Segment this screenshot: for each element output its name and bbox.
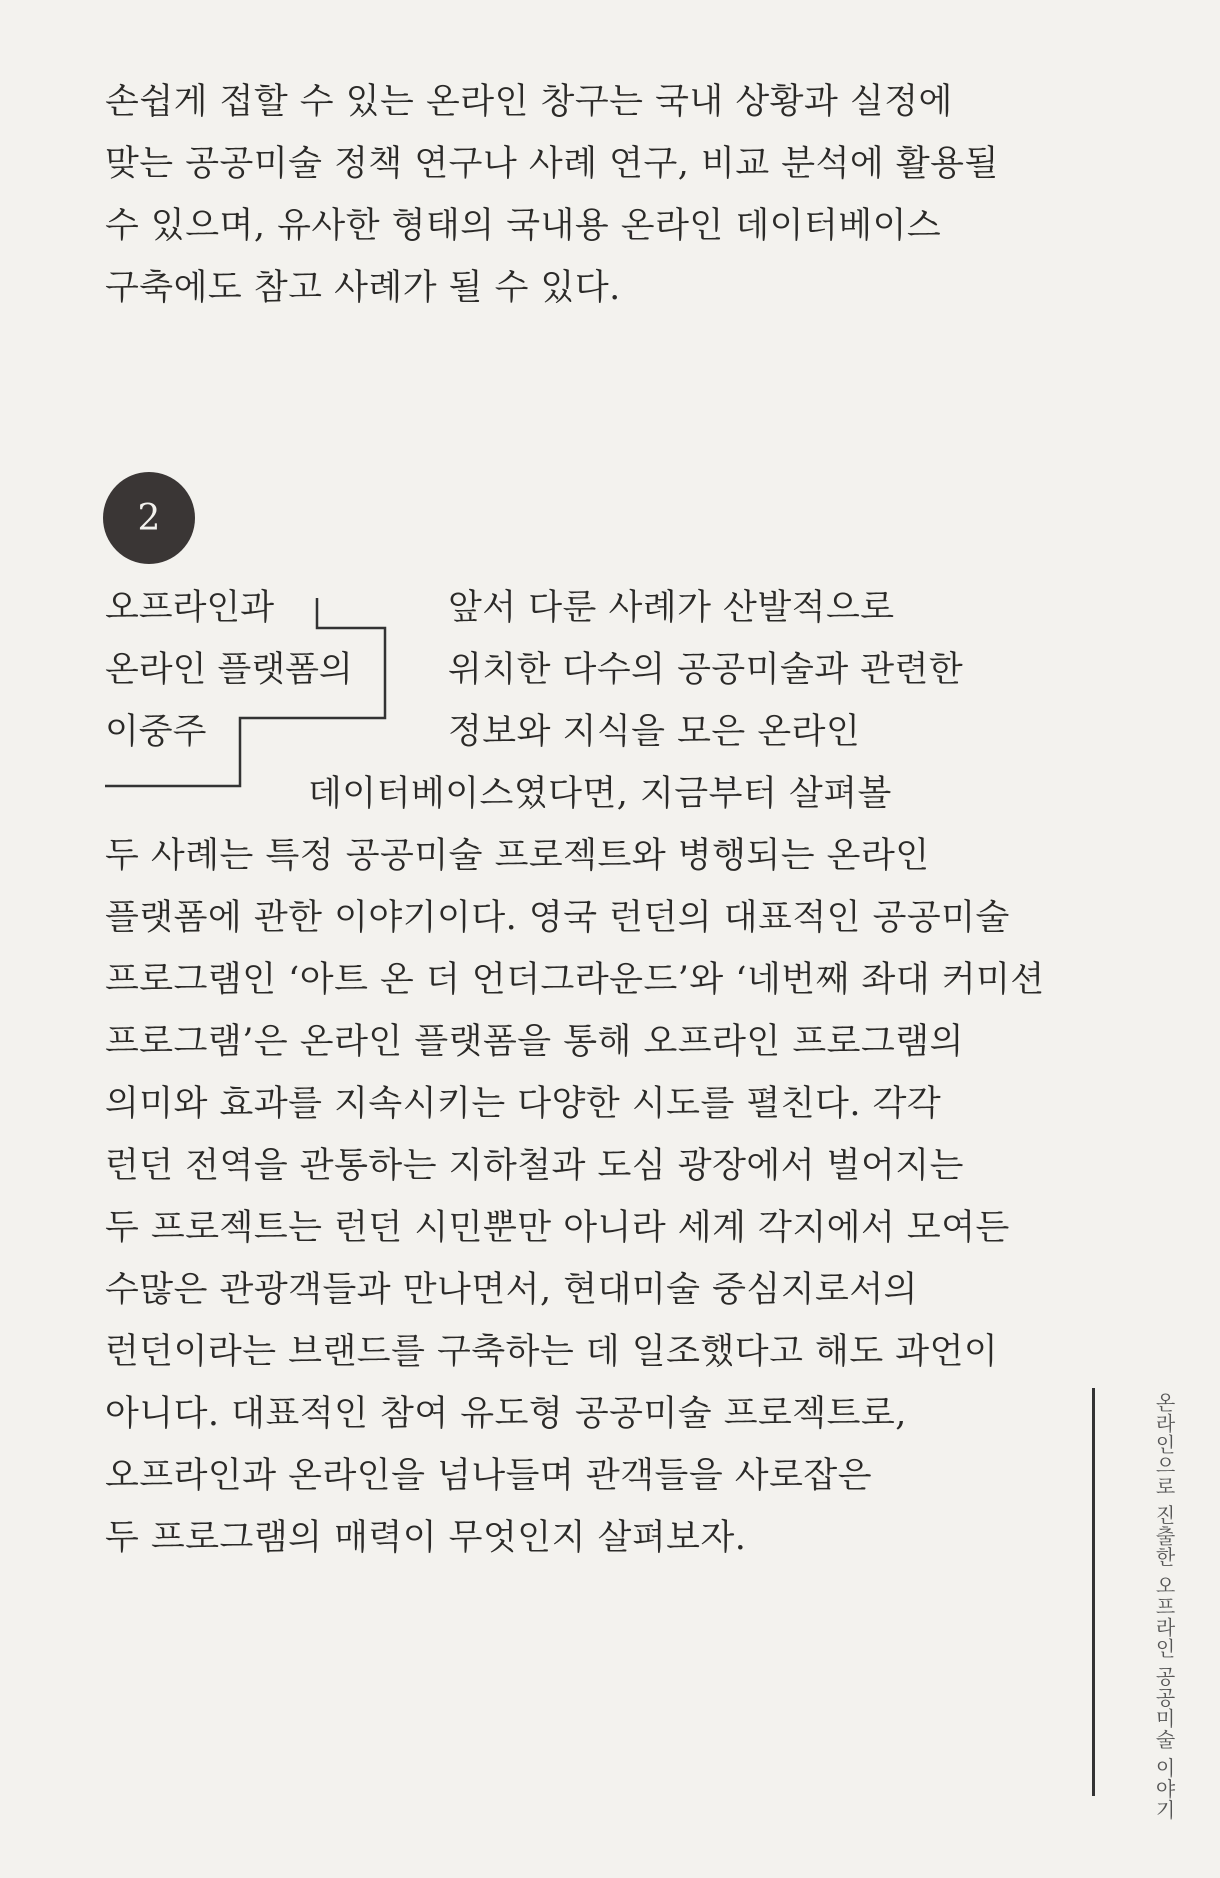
running-head-rule xyxy=(1092,1388,1095,1796)
body-line-14: 아니다. 대표적인 참여 유도형 공공미술 프로젝트로, xyxy=(105,1394,907,1434)
body-line-6: 플랫폼에 관한 이야기이다. 영국 런던의 대표적인 공공미술 xyxy=(105,898,1010,938)
intro-line-2: 맞는 공공미술 정책 연구나 사례 연구, 비교 분석에 활용될 xyxy=(105,144,999,184)
running-head: 온라인으로 진출한 오프라인 공공미술 이야기 xyxy=(1152,1392,1176,1821)
intro-line-4: 구축에도 참고 사례가 될 수 있다. xyxy=(105,268,621,308)
intro-line-1: 손쉽게 접할 수 있는 온라인 창구는 국내 상황과 실정에 xyxy=(105,82,953,122)
body-line-9: 의미와 효과를 지속시키는 다양한 시도를 펼친다. 각각 xyxy=(105,1084,942,1124)
body-line-11: 두 프로젝트는 런던 시민뿐만 아니라 세계 각지에서 모여든 xyxy=(105,1208,1010,1248)
subhead-line-3: 이중주 xyxy=(105,712,207,752)
body-line-16: 두 프로그램의 매력이 무엇인지 살펴보자. xyxy=(105,1518,747,1558)
body-line-2: 위치한 다수의 공공미술과 관련한 xyxy=(448,650,964,690)
subhead-line-2: 온라인 플랫폼의 xyxy=(105,650,353,690)
intro-line-3: 수 있으며, 유사한 형태의 국내용 온라인 데이터베이스 xyxy=(105,206,942,246)
body-line-1: 앞서 다룬 사례가 산발적으로 xyxy=(448,588,895,628)
body-line-7: 프로그램인 ‘아트 온 더 언더그라운드’와 ‘네번째 좌대 커미션 xyxy=(105,960,1045,1000)
body-line-8: 프로그램’은 온라인 플랫폼을 통해 오프라인 프로그램의 xyxy=(105,1022,964,1062)
body-line-15: 오프라인과 온라인을 넘나들며 관객들을 사로잡은 xyxy=(105,1456,873,1496)
section-number: 2 xyxy=(137,497,161,539)
subhead-line-1: 오프라인과 xyxy=(105,588,275,628)
body-line-5: 두 사례는 특정 공공미술 프로젝트와 병행되는 온라인 xyxy=(105,836,930,876)
body-line-13: 런던이라는 브랜드를 구축하는 데 일조했다고 해도 과언이 xyxy=(105,1332,999,1372)
body-line-3: 정보와 지식을 모은 온라인 xyxy=(448,712,861,752)
body-line-4: 데이터베이스였다면, 지금부터 살펴볼 xyxy=(308,774,892,814)
body-line-12: 수많은 관광객들과 만나면서, 현대미술 중심지로서의 xyxy=(105,1270,918,1310)
body-line-10: 런던 전역을 관통하는 지하철과 도심 광장에서 벌어지는 xyxy=(105,1146,964,1186)
